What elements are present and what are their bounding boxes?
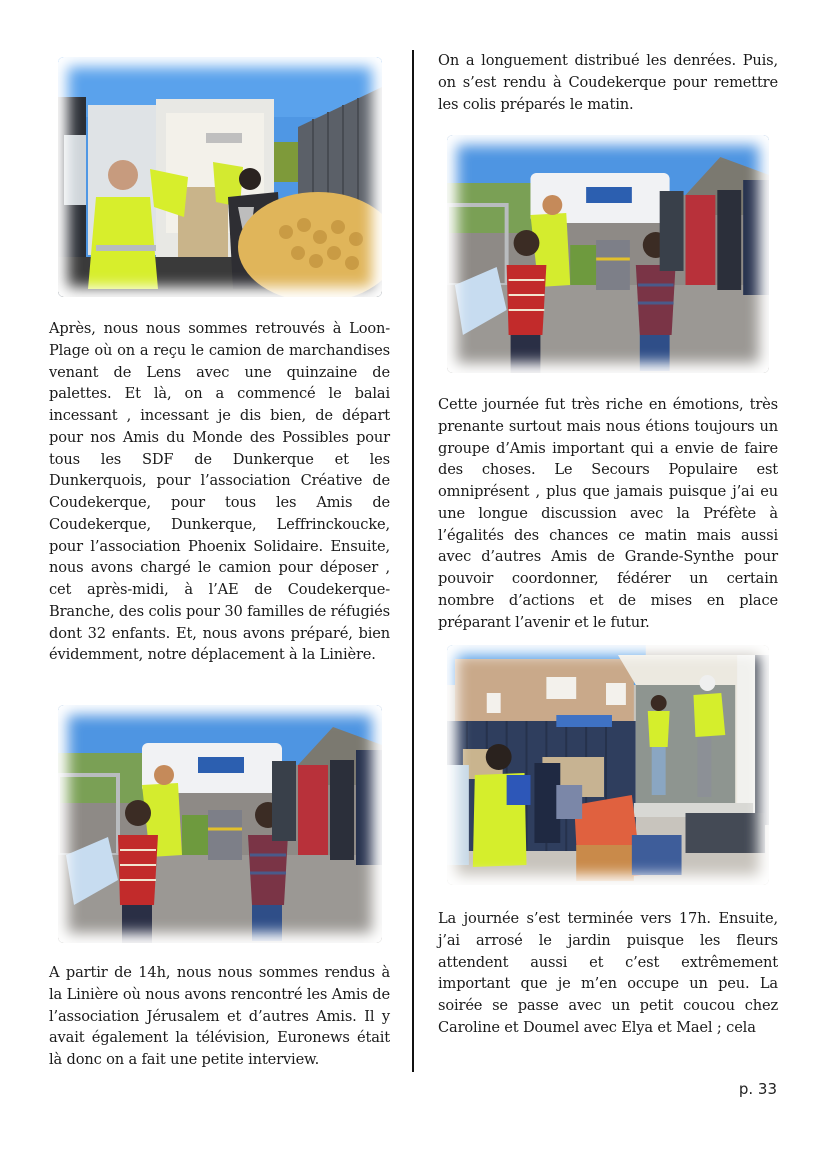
photo-children-distribution-right (447, 135, 769, 373)
photo-truck-unloading (58, 57, 382, 297)
left-paragraph-1: Après, nous nous sommes retrouvés à Loon-Plage où on a reçu le camion de marchandises venant de Lens avec une quinzaine de palettes. Et là, on a commencé le balai incessant , incessant je dis bien, de départ pour nos Amis du Monde des Possibles pour tous les SDF de Dunkerque et les Dunkerquois, pour l’association Créative de Coudekerque, pour tous les Amis de Coudekerque, Dunkerque, Leffrinckoucke, pour l’association Phoenix Solidaire. Ensuite, nous avons chargé le camion pour déposer , cet après-midi, à l’AE de Coudekerque-Branche, des colis pour 30 familles de réfugiés dont 32 enfants. Et, nous avons préparé, bien évidemment, notre déplacement à la Linière. (49, 320, 390, 664)
photo-children-distribution-left (58, 705, 382, 943)
right-paragraph-1: On a longuement distribué les denrées. Puis, on s’est rendu à Coudekerque pour remettre les colis préparés le matin. (438, 52, 778, 113)
photo-truck-pallets (447, 645, 769, 885)
children-distribution-image (58, 705, 382, 943)
right-paragraph-2: Cette journée fut très riche en émotions, très prenante surtout mais nous étions toujours un groupe d’Amis important qui a envie de faire des choses. Le Secours Populaire est omniprésent , plus que jamais puisque j’ai eu une longue discussion avec la Préfète à l’égalités des chances ce matin mais aussi avec d’autres Amis de Grande-Synthe pour pouvoir coordonner, fédérer un certain nombre d’actions et de mises en place préparant l’avenir et le futur. (438, 396, 778, 631)
children-distribution-image (447, 135, 769, 373)
left-paragraph-2: A partir de 14h, nous nous sommes rendus à la Linière où nous avons rencontré les Amis de l’association Jérusalem et d’autres Amis. Il y avait également la télévision, Euronews était là donc on a fait une petite interview. (49, 964, 390, 1068)
truck-unloading-image (58, 57, 382, 297)
column-divider (412, 50, 414, 1072)
right-paragraph-3: La journée s’est terminée vers 17h. Ensuite, j’ai arrosé le jardin puisque les fleurs attendent aussi et c’est extrêmement important que je m’en occupe un peu. La soirée se passe avec un petit coucou chez Caroline et Doumel avec Elya et Mael ; cela (438, 910, 778, 1036)
truck-pallets-image (447, 645, 769, 885)
page-number: p. 33 (738, 1080, 777, 1098)
